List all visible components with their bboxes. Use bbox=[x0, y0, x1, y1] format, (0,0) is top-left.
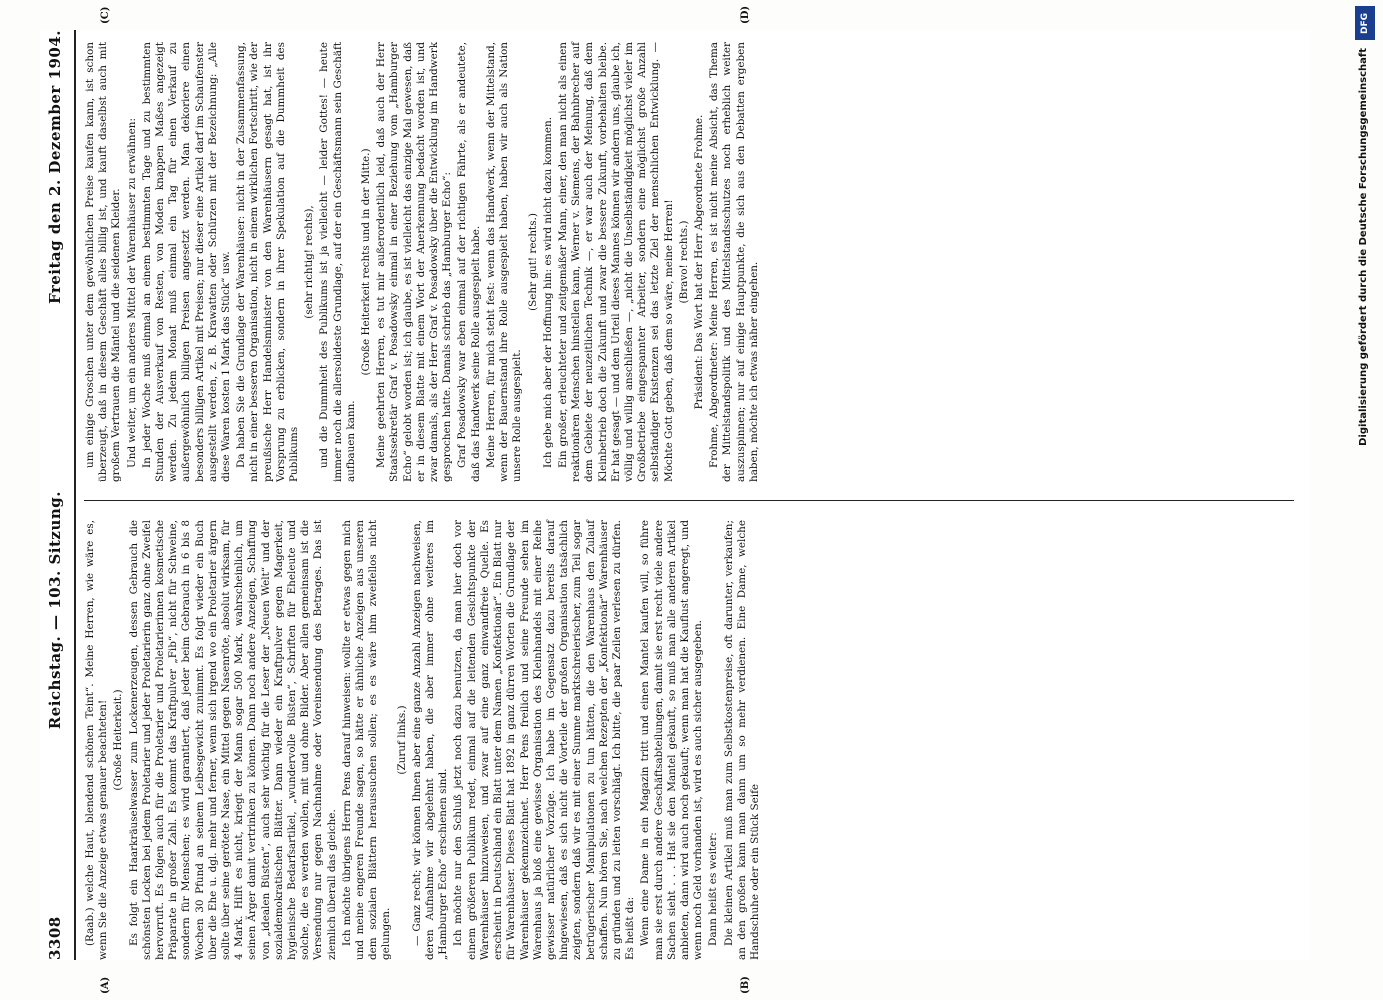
interjection: (Bravo! rechts.) bbox=[677, 220, 690, 304]
page-header bbox=[40, 30, 70, 960]
paragraph: — Ganz recht; wir können Ihnen aber eine ganze Anzahl Anzeigen nachweisen, deren Aufnahme wir abgelehnt haben, die aber immer ohne weiteres im „Hamburger Echo“ erschienen sind. bbox=[410, 520, 450, 960]
interjection: (Große Heiterkeit.) bbox=[112, 689, 125, 791]
quote: Die kleinen Artikel muß man zum Selbstkostenpreise, oft darunter, verkaufen; an den großen kann man dann um so mehr verdienen. Eine Dame, welche Handschuhe oder ein Stück Seife bbox=[722, 520, 761, 960]
paragraph: Da haben Sie die Grundlage der Warenhäuser: nicht in der Zusammenfassung, nicht in einer besseren Organisation, nicht in einem wirklichen Fortschritt, wie der preußische Herr Handelsminister von den Warenhäusern gesagt hat, ist ihr Vorsprung zu erblicken, sondern in ihrer Spekulation auf die Dummheit des Publikums bbox=[235, 42, 301, 482]
quote: um einige Groschen unter dem gewöhnlichen Preise kaufen kann, ist schon überzeugt, daß in diesem Geschäft alles billig ist, und kauft daselbst auch mit großem Vertrauen die Mäntel und die seidenen Kleider. bbox=[84, 42, 123, 482]
paragraph: (Raab.) welche Haut, blendend schönen Teint“. Meine Herren, wie wäre es, wenn Sie die Anzeige etwas genauer beachteten! bbox=[84, 520, 110, 960]
newspaper-page bbox=[40, 5, 1310, 994]
right-column bbox=[84, 42, 763, 482]
margin-mark-a: (A) bbox=[100, 976, 111, 994]
dfg-logo: DFG bbox=[1355, 6, 1375, 40]
paragraph: Meine Herren, für mich steht fest: wenn das Handwerk, wenn der Mittelstand, wenn der Bauernstand ihre Rolle ausgespielt haben, haben wir auch als Nation unsere Rolle ausgespielt. bbox=[484, 42, 524, 482]
margin-mark-b: (B) bbox=[740, 976, 751, 994]
page-date: Freitag den 2. Dezember 1904. bbox=[46, 30, 64, 305]
interjection: (Sehr gut! rechts.) bbox=[526, 213, 539, 311]
margin-mark-d: (D) bbox=[740, 5, 751, 24]
interjection: (sehr richtig! rechts), bbox=[303, 205, 316, 319]
paragraph: Ich möchte nur den Schluß jetzt noch dazu benutzen, da man hier doch vor einem größeren Publikum redet, einmal auf die leitenden Gesichtspunkte der Warenhäuser hinzuweisen, und zwar auf eine ganz einwandfreie Quelle. Es erscheint in Deutschland ein Blatt unter dem Namen „Konfektionär“. Ein Blatt nur für Warenhäuser. Dieses Blatt hat 1892 in ganz dürren Worten die Grundlage der Warenhäuser gekennzeichnet. Herr Pens freilich und seine Freunde sehen im Warenhaus ja bloß eine gewisse Organisation des Kleinhandels mit einer Reihe gewisser natürlicher Vorzüge. Ich habe im Gegensatz dazu bereits darauf hingewiesen, daß es sich nicht die Vorteile der großen Organisation tatsächlich zeigten, sondern daß wir es mit einer Summe marktschreierischer, zum Teil sogar betrügerischer Manipulationen zu tun hätten, die den Warenhaus den Zulauf schaffen. Nun hören Sie, nach welchen Rezepten der „Konfektionär“ Warenhäuser zu gründen und zu leiten vorschlägt. Ich bitte, die paar Zeilen verlesen zu dürfen. Es heißt da: bbox=[452, 520, 637, 960]
digitization-note: Digitalisierung gefördert durch die Deutsche Forschungsgemeinschaft bbox=[1358, 48, 1369, 446]
paragraph: Meine geehrten Herren, es tut mir außerordentlich leid, daß auch der Herr Staatssekretär Graf v. Posadowsky einmal in einer Beziehung vom „Hamburger Echo“ gelobt worden ist; ich glaube, es ist vielleicht das einzige Mal gewesen, daß er in diesem Blatte mit einem Wort der Anerkennung bedacht worden ist, und zwar damals, als der Herr Graf v. Posadowsky über die Entwicklung im Handwerk gesprochen hatte. Damals schrieb das „Hamburger Echo“: bbox=[375, 42, 454, 482]
paragraph: Es folgt ein Haarkräuselwasser zum Lockenerzeugen, dessen Gebrauch die schönsten Locken bei jedem Proletarier und jeder Proletarierin ganz ohne Zweifel hervorruft. Es folgen auch für die Proletarier und Proletarierinnen kosmetische Präparate in großer Zahl. Es kommt das Kraftpulver „Fib“, nicht für Schweine, sondern für Menschen; es wird garantiert, daß jeder beim Gebrauch in 6 bis 8 Wochen 30 Pfund an seinem Leibesgewicht zunimmt. Es folgt wieder ein Buch über die Ehe u. dgl. mehr und ferner, wenn sich irgend wo ein Proletarier ärgern sollte über seine gerötete Nase, ein Mittel gegen Nasenröte, absolut wirksam, für 4 Mark. Hilft es nicht, kriegt der Mann sogar 500 Mark, wahrscheinlich, um seinen Ärger damit vertrinken zu können. Dann noch andere Anzeigen, Schaffung von „idealen Büsten“, auch sehr wichtig für die Leser der „Neuen Welt“ und der sozialdemokratischen Blätter. Dann wieder ein Kraftpulver gegen Magerkeit, hygienische Bedarfsartikel, „wundervolle Büsten“, Schriften für Eheleute und solche, die es werden wollen, mit und ohne Bilder. Aber allen gemeinsam ist die Versendung nur gegen Nachnahme oder Voreinsendung des Betrages. Das ist ziemlich überall das gleiche. bbox=[127, 520, 338, 960]
paragraph: Ich möchte übrigens Herrn Pens darauf hinweisen: wollte er etwas gegen mich und meine engeren Freunde sagen, so hätte er ähnliche Anzeigen aus unseren dem sozialen Blättern heraussuchen sollen; es es wäre ihm zweifellos nicht gelungen. bbox=[340, 520, 393, 960]
paragraph: und die Dummheit des Publikums ist ja vielleicht — leider Gottes! — heute immer noch die allersolideste Grundlage, auf der ein Geschäftsmann sein Geschäft aufbauen kann. bbox=[318, 42, 357, 482]
paragraph: Frohme, Abgeordneter: Meine Herren, es ist nicht meine Absicht, das Thema der Mittelstandspolitik und des Mittelstandsschutzes noch erheblich weiter auszuspinnen; nur auf einige Hauptpunkte, die sich aus den Debatten ergeben haben, möchte ich etwas näher eingehen. bbox=[708, 42, 760, 482]
margin-mark-c: (C) bbox=[100, 6, 111, 24]
session-title: Reichstag. — 103. Sitzung. bbox=[46, 491, 64, 730]
left-column bbox=[84, 520, 764, 960]
quote: In jeder Woche muß einmal an einem bestimmten Tage und zu bestimmten Stunden der Ausverkauf von Resten, von Moden knappen Maßes angezeigt werden. Zu jedem Monat muß einmal ein Tag für einen Verkauf zu außergewöhnlich billigen Preisen angesetzt werden. Man dekoriere einen besonders billigen Artikel mit Preisen; nur dieser eine Artikel darf im Schaufenster ausgestellt werden, z. B. Krawatten oder Schürzen mit der Bezeichnung: „Alle diese Waren kosten 1 Mark das Stück“ usw. bbox=[140, 42, 233, 482]
interjection: (Große Heiterkeit rechts und in der Mitte.) bbox=[360, 148, 373, 376]
header-rule bbox=[74, 30, 76, 960]
president-line: Präsident: Das Wort hat der Herr Abgeordnete Frohme. bbox=[692, 114, 705, 410]
paragraph: Ich gebe mich aber der Hoffnung hin: es wird nicht dazu kommen. bbox=[541, 116, 554, 468]
column-divider bbox=[84, 500, 1294, 501]
quote: Wenn eine Dame in ein Magazin tritt und einen Mantel kaufen will, so führe man sie erst durch andere Geschäftsabteilungen, damit sie erst recht viele andere Sachen sieht . . . Hat sie den Mantel gekauft, so muß man alle anderen Artikel anbieten, dann wird auch noch gekauft; wenn man hat die Kauflust angeregt, und wenn noch Geld vorhanden ist, wird es auch sicher ausgegeben. bbox=[639, 520, 705, 960]
paragraph: Dann heißt es weiter: bbox=[707, 832, 720, 946]
page-number: 3308 bbox=[46, 916, 64, 960]
quote: Graf Posadowsky war eben einmal auf der richtigen Fährte, als er andeutete, daß das Handwerk seine Rolle ausgespielt habe. bbox=[456, 42, 482, 482]
interjection: (Zuruf links.) bbox=[395, 705, 408, 775]
paragraph: Ein großer, erleuchteter und zeitgemäßer Mann, einer, den man nicht als einen reaktionären Menschen hinstellen kann, Werner v. Siemens, der Bahnbrecher auf dem Gebiete der neuzeitlichen Technik —, er war auch der Meinung, daß dem Kleinbetrieb doch die Zukunft und zwar die bessere Zukunft, vorbehalten bleibe. Er hat gesagt — und dem Urteil dieses Mannes können wir andern uns, glaube ich, völlig und willig anschließen —, „nicht die Unselbständigkeit möglichst vieler im Großbetriebe eingespannter Arbeiter, sondern eine möglichst große Anzahl selbständiger Existenzen sei das letzte Ziel der menschlichen Entwicklung. — Möchte Gott geben, daß dem so wäre, meine Herren! bbox=[556, 42, 675, 482]
paragraph: Und weiter, um ein anderes Mittel der Warenhäuser zu erwähnen: bbox=[125, 118, 138, 468]
